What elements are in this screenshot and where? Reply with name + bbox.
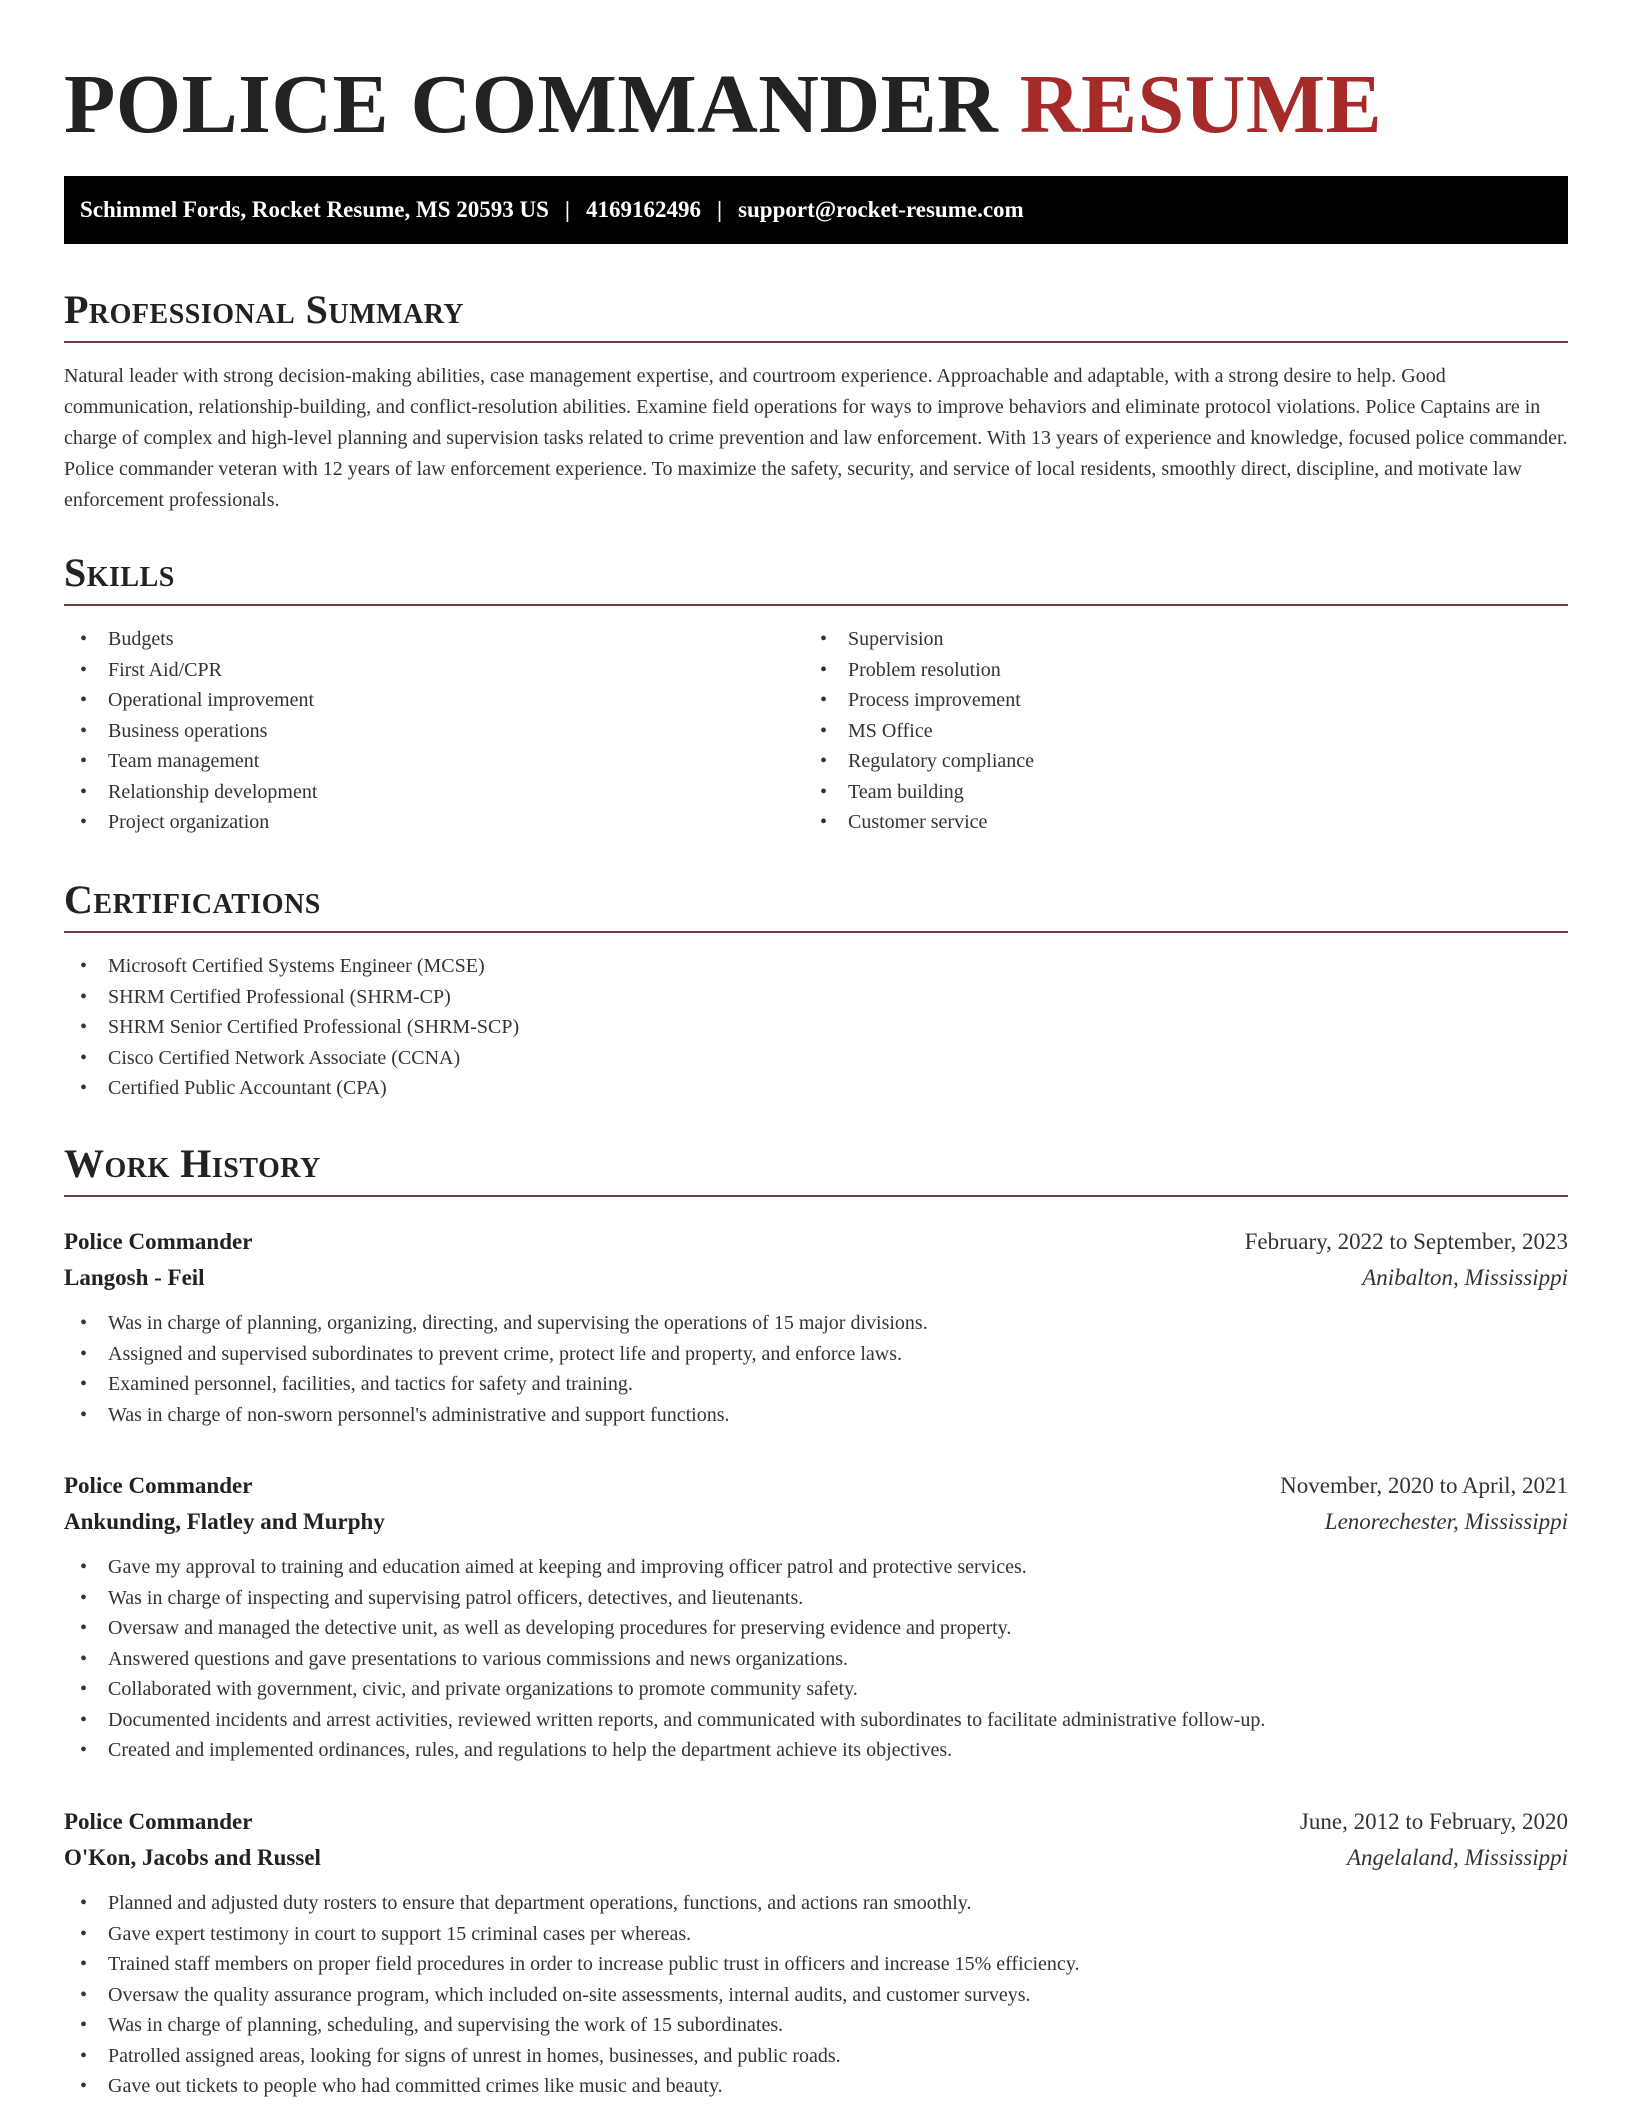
skills-heading: Skills xyxy=(64,549,1568,606)
title-accent: RESUME xyxy=(1019,58,1383,151)
certifications-list xyxy=(64,951,1568,1104)
work-history-heading: Work History xyxy=(64,1140,1568,1197)
work-history-section xyxy=(64,1140,1568,1197)
certification-item: • SHRM Certified Professional (SHRM-CP) xyxy=(64,982,1568,1013)
contact-address: Schimmel Fords, Rocket Resume, MS 20593 US xyxy=(80,197,549,222)
job-duty: • Created and implemented ordinances, rules, and regulations to help the department achieve its objectives. xyxy=(64,1735,1568,1766)
job-entry xyxy=(64,1224,1568,1430)
job-title: Police Commander xyxy=(64,1473,253,1498)
certification-item: • Microsoft Certified Systems Engineer (MCSE) xyxy=(64,951,1568,982)
skill-item: • Problem resolution xyxy=(804,655,1544,686)
job-header-row xyxy=(64,1224,1568,1260)
job-company: O'Kon, Jacobs and Russel xyxy=(64,1845,321,1870)
certification-item: • Certified Public Accountant (CPA) xyxy=(64,1073,1568,1104)
job-duty: • Was in charge of planning, scheduling, and supervising the work of 15 subordinates. xyxy=(64,2010,1568,2041)
job-duty: • Was in charge of inspecting and supervising patrol officers, detectives, and lieutenants. xyxy=(64,1583,1568,1614)
job-duty: • Examined personnel, facilities, and tactics for safety and training. xyxy=(64,1369,1568,1400)
contact-bar xyxy=(64,176,1568,244)
job-duties-list xyxy=(64,1552,1568,1766)
job-title: Police Commander xyxy=(64,1809,253,1834)
job-dates: June, 2012 to February, 2020 xyxy=(1299,1809,1568,1834)
skill-item: • Project organization xyxy=(64,807,804,838)
job-duties-list xyxy=(64,1888,1568,2102)
skill-item: • Relationship development xyxy=(64,777,804,808)
job-duty: • Was in charge of planning, organizing, directing, and supervising the operations of 15 major divisions. xyxy=(64,1308,1568,1339)
skills-section xyxy=(64,549,1568,838)
job-duty: • Planned and adjusted duty rosters to ensure that department operations, functions, and actions ran smoothly. xyxy=(64,1888,1568,1919)
job-duties-list xyxy=(64,1308,1568,1430)
contact-separator: | xyxy=(716,197,723,222)
skill-item: • First Aid/CPR xyxy=(64,655,804,686)
skills-list-right xyxy=(804,624,1544,838)
job-location: Angelaland, Mississippi xyxy=(1346,1845,1568,1870)
skill-item: • Business operations xyxy=(64,716,804,747)
skill-item: • Team management xyxy=(64,746,804,777)
skills-grid xyxy=(64,624,1568,838)
skill-item: • Supervision xyxy=(804,624,1544,655)
job-duty: • Documented incidents and arrest activities, reviewed written reports, and communicated with subordinates to facilitate administrative follow-up. xyxy=(64,1705,1568,1736)
skill-item: • MS Office xyxy=(804,716,1544,747)
job-entry xyxy=(64,1468,1568,1766)
job-duty: • Gave my approval to training and education aimed at keeping and improving officer patrol and protective services. xyxy=(64,1552,1568,1583)
job-entry xyxy=(64,1804,1568,2102)
job-header-row xyxy=(64,1804,1568,1840)
job-duty: • Answered questions and gave presentations to various commissions and news organizations. xyxy=(64,1644,1568,1675)
contact-email[interactable]: support@rocket-resume.com xyxy=(738,197,1024,222)
skill-item: • Operational improvement xyxy=(64,685,804,716)
skills-list-left xyxy=(64,624,804,838)
certification-item: • SHRM Senior Certified Professional (SHRM-SCP) xyxy=(64,1012,1568,1043)
job-company-row xyxy=(64,1840,1568,1876)
job-company: Ankunding, Flatley and Murphy xyxy=(64,1509,385,1534)
skill-item: • Process improvement xyxy=(804,685,1544,716)
job-title: Police Commander xyxy=(64,1229,253,1254)
job-company: Langosh - Feil xyxy=(64,1265,205,1290)
summary-section xyxy=(64,286,1568,516)
skill-item: • Team building xyxy=(804,777,1544,808)
job-dates: February, 2022 to September, 2023 xyxy=(1244,1229,1568,1254)
job-duty: • Was in charge of non-sworn personnel's administrative and support functions. xyxy=(64,1400,1568,1431)
job-company-row xyxy=(64,1504,1568,1540)
summary-heading: Professional Summary xyxy=(64,286,1568,343)
certifications-section xyxy=(64,876,1568,1104)
summary-text: Natural leader with strong decision-making abilities, case management expertise, and courtroom experience. Approachable and adaptable, with a strong desire to help. Good communication, relationship-building, and conflict-resolution abilities. Examine field operations for ways to improve behaviors and eliminate protocol violations. Police Captains are in charge of complex and high-level planning and supervision tasks related to crime prevention and law enforcement. With 13 years of experience and knowledge, focused police commander. Police commander veteran with 12 years of law enforcement experience. To maximize the safety, security, and service of local residents, smoothly direct, discipline, and motivate law enforcement professionals. xyxy=(64,365,1568,511)
job-duty: • Oversaw and managed the detective unit, as well as developing procedures for preserving evidence and property. xyxy=(64,1613,1568,1644)
job-duty: • Collaborated with government, civic, and private organizations to promote community safety. xyxy=(64,1674,1568,1705)
job-company-row xyxy=(64,1260,1568,1296)
job-header-row xyxy=(64,1468,1568,1504)
job-duty: • Assigned and supervised subordinates to prevent crime, protect life and property, and enforce laws. xyxy=(64,1339,1568,1370)
title-main: POLICE COMMANDER xyxy=(64,58,999,151)
job-dates: November, 2020 to April, 2021 xyxy=(1280,1473,1568,1498)
job-location: Anibalton, Mississippi xyxy=(1362,1265,1568,1290)
job-location: Lenorechester, Mississippi xyxy=(1324,1509,1568,1534)
skill-item: • Budgets xyxy=(64,624,804,655)
job-duty: • Patrolled assigned areas, looking for signs of unrest in homes, businesses, and public roads. xyxy=(64,2041,1568,2072)
job-duty: • Gave expert testimony in court to support 15 criminal cases per whereas. xyxy=(64,1919,1568,1950)
certifications-heading: Certifications xyxy=(64,876,1568,933)
job-duty: • Oversaw the quality assurance program, which included on-site assessments, internal audits, and customer surveys. xyxy=(64,1980,1568,2011)
contact-separator: | xyxy=(564,197,570,222)
job-duty: • Gave out tickets to people who had committed crimes like music and beauty. xyxy=(64,2071,1568,2102)
certification-item: • Cisco Certified Network Associate (CCNA) xyxy=(64,1043,1568,1074)
contact-phone[interactable]: 4169162496 xyxy=(585,197,701,222)
skill-item: • Customer service xyxy=(804,807,1544,838)
job-duty: • Trained staff members on proper field procedures in order to increase public trust in officers and increase 15% efficiency. xyxy=(64,1949,1568,1980)
resume-title xyxy=(64,56,1382,153)
skill-item: • Regulatory compliance xyxy=(804,746,1544,777)
